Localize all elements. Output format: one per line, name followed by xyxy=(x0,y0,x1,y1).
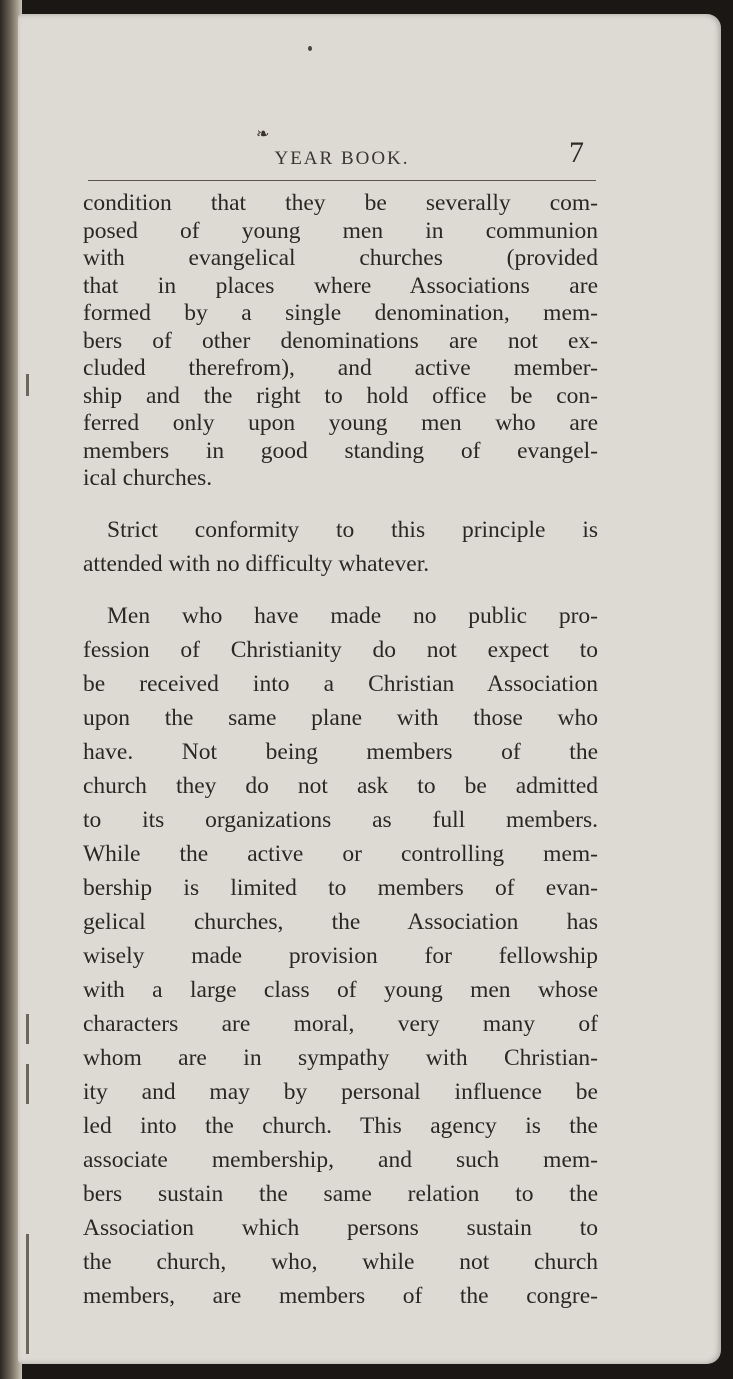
text-line: members in good standing of evangel- xyxy=(83,437,598,464)
text-line: ferred only upon young men who are xyxy=(83,410,598,436)
book-page xyxy=(18,14,721,1364)
text-line: bers sustain the same relation to the xyxy=(83,1180,598,1207)
text-line: members, are members of the congre- xyxy=(83,1282,598,1309)
ink-speck xyxy=(308,46,312,51)
text-line: ship and the right to hold office be con- xyxy=(83,382,598,409)
text-line: be received into a Christian Association xyxy=(83,670,598,697)
text-line: led into the church. This agency is the xyxy=(83,1112,598,1139)
text-line: ity and may by personal influence be xyxy=(83,1078,598,1105)
paragraph-first-line: Men who have made no public pro- xyxy=(107,602,598,629)
text-line: bers of other denominations are not ex- xyxy=(83,327,598,354)
text-line: that in places where Associations are xyxy=(83,272,598,299)
text-line: bership is limited to members of evan- xyxy=(83,874,598,901)
text-line: Association which persons sustain to xyxy=(83,1214,598,1241)
paragraph-first-line: Strict conformity to this principle is xyxy=(107,516,598,543)
text-line: church they do not ask to be admitted xyxy=(83,772,598,799)
text-line: gelical churches, the Association has xyxy=(83,908,598,935)
text-line: cluded therefrom), and active member- xyxy=(83,355,598,381)
text-line: to its organizations as full members. xyxy=(83,806,598,833)
header-rule xyxy=(88,180,596,181)
page-number: 7 xyxy=(569,136,584,169)
text-line: fession of Christianity do not expect to xyxy=(83,636,598,663)
body-text xyxy=(83,190,598,1313)
gutter-shadow-marks xyxy=(26,374,32,1354)
text-line: upon the same plane with those who xyxy=(83,704,598,731)
ornament-icon: ❧ xyxy=(256,124,270,143)
text-line: whom are in sympathy with Christian- xyxy=(83,1044,598,1071)
text-line: condition that they be severally com- xyxy=(83,190,598,216)
running-head-title: YEAR BOOK. xyxy=(274,148,410,169)
text-line: attended with no difficulty whatever. xyxy=(83,550,430,577)
text-line: with a large class of young men whose xyxy=(83,976,598,1003)
text-line: characters are moral, very many of xyxy=(83,1010,598,1037)
running-head xyxy=(88,124,596,182)
text-line: formed by a single denomination, mem- xyxy=(83,300,598,326)
text-line: posed of young men in communion xyxy=(83,217,598,244)
text-line: with evangelical churches (provided xyxy=(83,245,598,271)
text-line: ical churches. xyxy=(83,465,213,491)
text-line: the church, who, while not church xyxy=(83,1248,598,1275)
text-line: While the active or controlling mem- xyxy=(83,840,598,867)
text-line: wisely made provision for fellowship xyxy=(83,942,598,969)
text-line: associate membership, and such mem- xyxy=(83,1146,598,1173)
text-line: have. Not being members of the xyxy=(83,738,598,765)
